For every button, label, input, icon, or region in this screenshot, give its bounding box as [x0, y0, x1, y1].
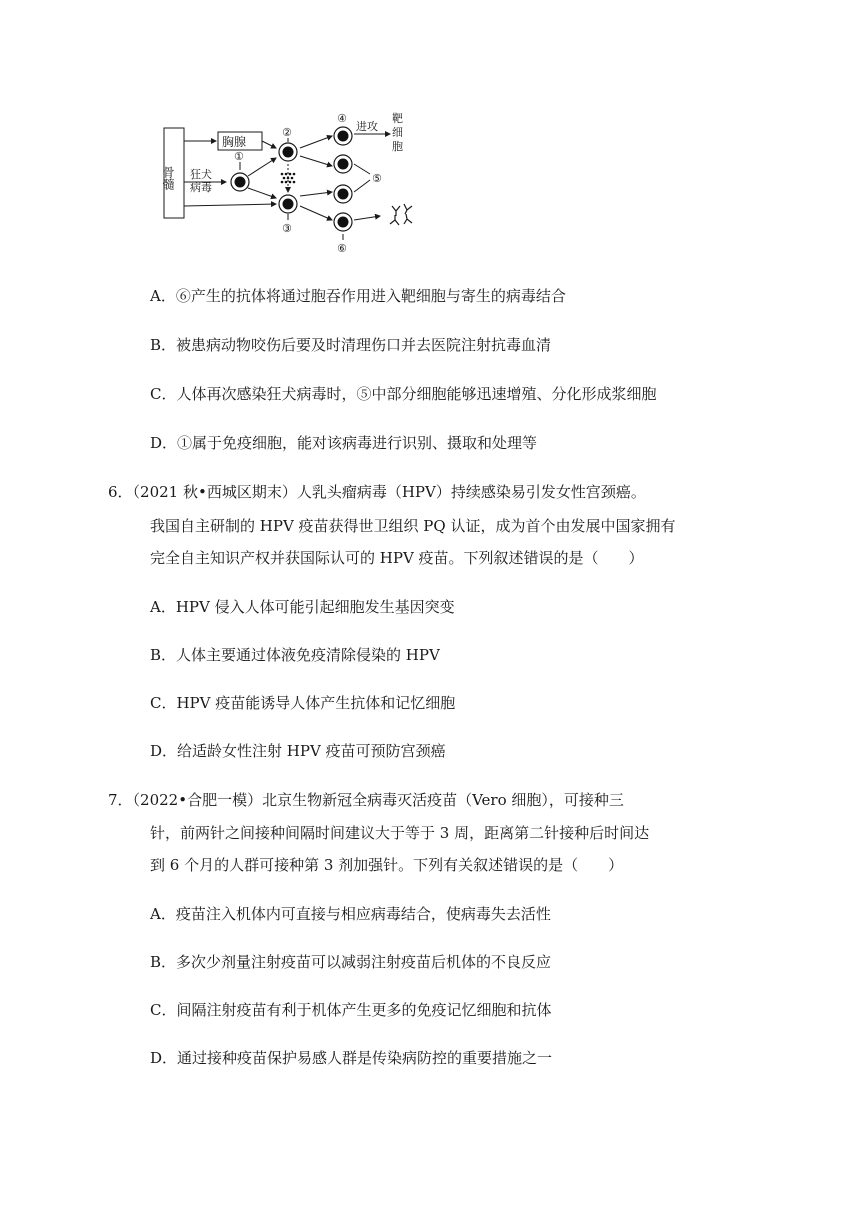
cell-4	[334, 127, 352, 145]
cell-memory-t	[334, 155, 352, 173]
cell-1	[231, 173, 249, 191]
cell-2	[279, 143, 297, 161]
antibody-icon	[390, 204, 412, 225]
q7-stem-line-2: 针，前两针之间接种间隔时间建议大于等于 3 周，距离第二针接种后时间达	[150, 824, 650, 842]
marker-1: ①	[234, 150, 244, 163]
marker-5: ⑤	[372, 172, 382, 185]
bone-marrow-label-1: 骨髓	[161, 166, 175, 190]
immune-response-diagram	[160, 108, 420, 260]
marker-2: ②	[282, 126, 292, 139]
q7-stem-line-3: 到 6 个月的人群可接种第 3 剂加强针。下列有关叙述错误的是（ ）	[150, 856, 624, 874]
q7-option-a: A．疫苗注入机体内可直接与相应病毒结合，使病毒失去活性	[150, 905, 551, 923]
target-cell-line2: 细	[392, 126, 403, 139]
target-cell-line3: 胞	[392, 140, 403, 153]
q6-option-a: A．HPV 侵入人体可能引起细胞发生基因突变	[150, 598, 455, 616]
target-cell-line1: 靶	[392, 112, 403, 125]
thymus-label: 胸腺	[222, 135, 247, 149]
q6-option-c: C．HPV 疫苗能诱导人体产生抗体和记忆细胞	[150, 694, 456, 712]
q7-stem-line-1: 7．（2022•合肥一模）北京生物新冠全病毒灭活疫苗（Vero 细胞），可接种三	[108, 791, 624, 809]
cell-memory-b	[334, 185, 352, 203]
q6-option-d: D．给适龄女性注射 HPV 疫苗可预防宫颈癌	[150, 742, 446, 760]
q7-option-b: B．多次少剂量注射疫苗可以减弱注射疫苗后机体的不良反应	[150, 953, 552, 971]
q6-stem-line-3: 完全自主知识产权并获国际认可的 HPV 疫苗。下列叙述错误的是（ ）	[150, 549, 644, 567]
virus-label-line2: 病毒	[190, 181, 212, 194]
q6-option-b: B．人体主要通过体液免疫清除侵染的 HPV	[150, 646, 440, 664]
virus-label-line1: 狂犬	[190, 168, 212, 181]
q5-option-d: D．①属于免疫细胞，能对该病毒进行识别、摄取和处理等	[150, 434, 538, 452]
q7-option-d: D．通过接种疫苗保护易感人群是传染病防控的重要措施之一	[150, 1049, 553, 1067]
q5-option-b: B．被患病动物咬伤后要及时清理伤口并去医院注射抗毒血清	[150, 336, 552, 354]
marker-6: ⑥	[337, 242, 347, 255]
q5-option-c: C．人体再次感染狂犬病毒时，⑤中部分细胞能够迅速增殖、分化形成浆细胞	[150, 385, 657, 403]
cell-3	[279, 195, 297, 213]
q5-option-a: A．⑥产生的抗体将通过胞吞作用进入靶细胞与寄生的病毒结合	[150, 287, 566, 305]
marker-4: ④	[337, 112, 347, 125]
q6-stem-line-2: 我国自主研制的 HPV 疫苗获得世卫组织 PQ 认证，成为首个由发展中国家拥有	[150, 517, 676, 535]
attack-label: 进攻	[356, 120, 378, 133]
q7-option-c: C．间隔注射疫苗有利于机体产生更多的免疫记忆细胞和抗体	[150, 1001, 552, 1019]
cell-6	[334, 213, 352, 231]
q6-stem-line-1: 6．（2021 秋•西城区期末）人乳头瘤病毒（HPV）持续感染易引发女性宫颈癌。	[108, 483, 646, 501]
marker-3: ③	[282, 222, 292, 235]
